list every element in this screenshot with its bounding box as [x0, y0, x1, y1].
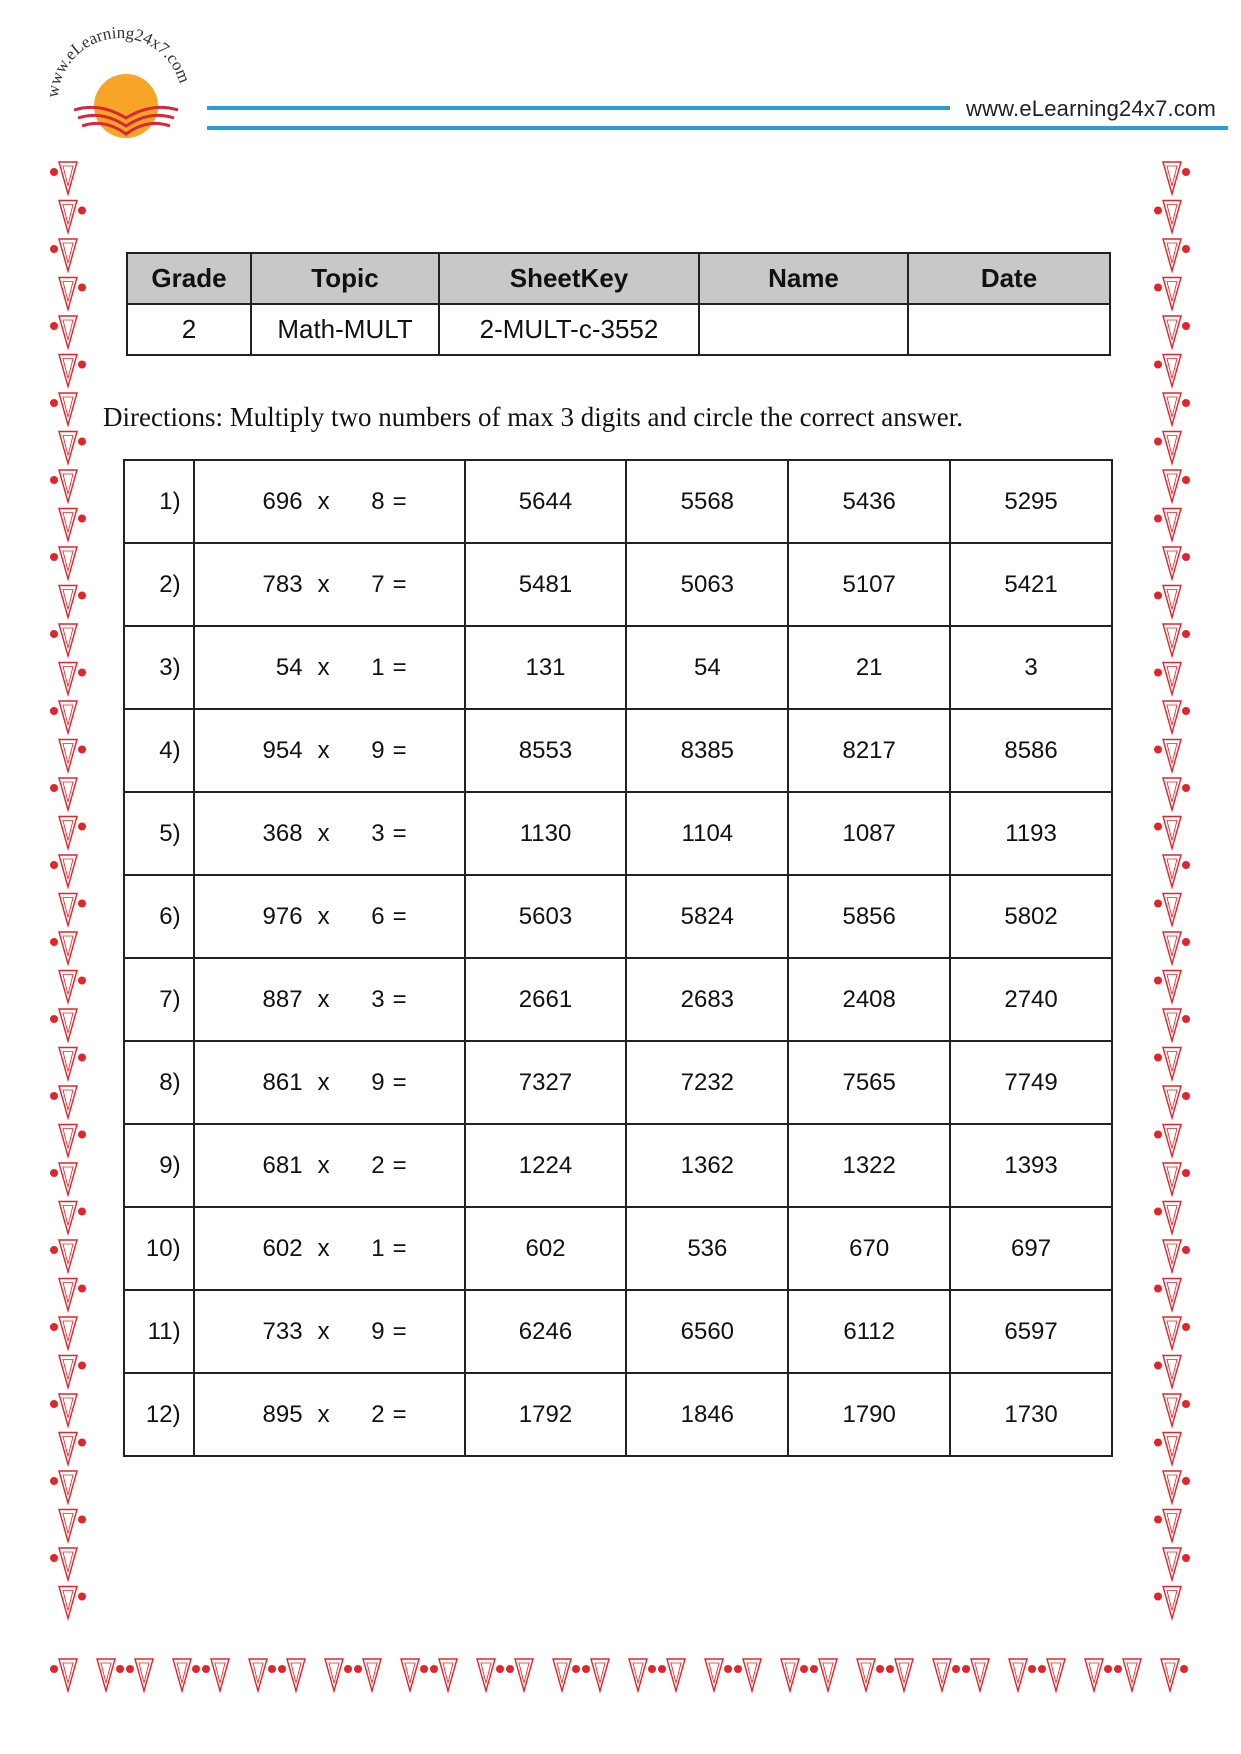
info-header-row	[127, 253, 1110, 304]
problem-number: 5)	[124, 792, 194, 875]
answer-choice[interactable]: 6560	[626, 1290, 788, 1373]
border-ornament	[173, 1659, 200, 1691]
border-ornament	[59, 1202, 86, 1234]
topic-value: Math-MULT	[251, 304, 439, 355]
border-ornament	[1163, 855, 1190, 887]
border-ornament	[1154, 1125, 1181, 1157]
multiply-sign: x	[317, 819, 330, 847]
border-ornament	[781, 1659, 808, 1691]
answer-choice[interactable]: 5063	[626, 543, 788, 626]
border-ornament	[933, 1659, 960, 1691]
operand-a: 895	[262, 1400, 303, 1428]
answer-choice[interactable]: 6246	[465, 1290, 627, 1373]
equals-sign: =	[392, 1400, 407, 1428]
border-ornament	[1154, 1279, 1181, 1311]
answer-choice[interactable]: 8586	[950, 709, 1112, 792]
border-ornament	[59, 355, 86, 387]
border-ornament	[59, 201, 86, 233]
border-ornament	[202, 1659, 229, 1691]
border-ornament	[1154, 586, 1181, 618]
answer-choice[interactable]: 6597	[950, 1290, 1112, 1373]
equals-sign: =	[392, 1151, 407, 1179]
problem-number: 9)	[124, 1124, 194, 1207]
border-ornament	[1163, 1317, 1190, 1349]
operand-a: 976	[262, 902, 303, 930]
logo-arc-text: www.eLearning24x7.com	[42, 22, 195, 99]
border-ornament	[1154, 1356, 1181, 1388]
operand-a: 696	[262, 487, 303, 515]
answer-choice[interactable]: 5603	[465, 875, 627, 958]
answer-choice[interactable]: 1193	[950, 792, 1112, 875]
problem-number: 4)	[124, 709, 194, 792]
multiply-sign: x	[317, 487, 330, 515]
border-ornament	[50, 1394, 77, 1426]
answer-choice[interactable]: 7232	[626, 1041, 788, 1124]
border-ornament	[50, 547, 77, 579]
border-ornament	[59, 817, 86, 849]
border-ornament	[1154, 1587, 1181, 1619]
problem-expression	[194, 709, 465, 792]
border-ornament	[50, 316, 77, 348]
equals-sign: =	[392, 1317, 407, 1345]
answer-choice[interactable]: 1130	[465, 792, 627, 875]
border-ornament	[59, 432, 86, 464]
equals-sign: =	[392, 1234, 407, 1262]
equals-sign: =	[392, 736, 407, 764]
answer-choice[interactable]: 1792	[465, 1373, 627, 1456]
border-ornament	[1163, 932, 1190, 964]
problem-expression	[194, 1124, 465, 1207]
border-ornament	[1163, 624, 1190, 656]
operand-b: 6	[371, 902, 385, 930]
border-ornament	[1154, 278, 1181, 310]
name-field[interactable]	[699, 304, 908, 355]
multiply-sign: x	[317, 985, 330, 1013]
answer-choice[interactable]: 1322	[788, 1124, 950, 1207]
problem-number: 12)	[124, 1373, 194, 1456]
operand-b: 2	[371, 1400, 385, 1428]
border-ornament	[1154, 663, 1181, 695]
answer-choice[interactable]: 602	[465, 1207, 627, 1290]
border-ornament	[477, 1659, 504, 1691]
operand-b: 2	[371, 1151, 385, 1179]
operand-a: 733	[262, 1317, 303, 1345]
answer-choice[interactable]: 2683	[626, 958, 788, 1041]
border-ornament	[126, 1659, 153, 1691]
answer-choice[interactable]: 670	[788, 1207, 950, 1290]
border-ornament	[857, 1659, 884, 1691]
problem-row	[124, 958, 1112, 1041]
answer-choice[interactable]: 5824	[626, 875, 788, 958]
border-ornament	[50, 855, 77, 887]
border-ornament	[50, 1163, 77, 1195]
answer-choice[interactable]: 536	[626, 1207, 788, 1290]
border-ornament	[50, 1240, 77, 1272]
answer-choice[interactable]: 1362	[626, 1124, 788, 1207]
border-ornament	[59, 1587, 86, 1619]
operand-b: 8	[371, 487, 385, 515]
problem-expression	[194, 1207, 465, 1290]
problem-expression	[194, 1373, 465, 1456]
multiply-sign: x	[317, 1400, 330, 1428]
multiply-sign: x	[317, 1151, 330, 1179]
border-ornament	[1163, 239, 1190, 271]
multiply-sign: x	[317, 1317, 330, 1345]
border-ornament	[1163, 701, 1190, 733]
border-ornament	[1161, 1659, 1188, 1691]
answer-choice[interactable]: 1087	[788, 792, 950, 875]
border-ornament	[325, 1659, 352, 1691]
border-ornament	[1154, 432, 1181, 464]
grade-header: Grade	[127, 253, 251, 304]
border-ornament	[1163, 778, 1190, 810]
border-ornament	[59, 663, 86, 695]
border-ornament	[1163, 1471, 1190, 1503]
border-ornament	[59, 740, 86, 772]
border-ornament	[886, 1659, 913, 1691]
border-ornament	[734, 1659, 761, 1691]
answer-choice[interactable]: 7565	[788, 1041, 950, 1124]
border-ornament	[50, 701, 77, 733]
equals-sign: =	[392, 570, 407, 598]
border-ornament	[1154, 509, 1181, 541]
problem-row	[124, 543, 1112, 626]
answer-choice[interactable]: 5568	[626, 460, 788, 543]
border-ornament	[1163, 1009, 1190, 1041]
answer-choice[interactable]: 5436	[788, 460, 950, 543]
problem-expression	[194, 460, 465, 543]
answer-choice[interactable]: 5856	[788, 875, 950, 958]
problems-table	[123, 459, 1113, 1457]
border-ornament	[506, 1659, 533, 1691]
border-ornament	[59, 1356, 86, 1388]
border-ornament	[658, 1659, 685, 1691]
border-ornament	[401, 1659, 428, 1691]
problem-row	[124, 792, 1112, 875]
problem-expression	[194, 1041, 465, 1124]
problem-row	[124, 709, 1112, 792]
answer-choice[interactable]: 1393	[950, 1124, 1112, 1207]
operand-b: 3	[371, 985, 385, 1013]
problem-expression	[194, 543, 465, 626]
equals-sign: =	[392, 1068, 407, 1096]
border-ornament	[1154, 1202, 1181, 1234]
border-ornament	[1163, 1548, 1190, 1580]
problem-number: 11)	[124, 1290, 194, 1373]
answer-choice[interactable]: 2661	[465, 958, 627, 1041]
problem-row	[124, 460, 1112, 543]
operand-b: 1	[371, 1234, 385, 1262]
border-ornament	[278, 1659, 305, 1691]
border-ornament	[59, 1279, 86, 1311]
problem-row	[124, 875, 1112, 958]
border-ornament	[59, 509, 86, 541]
operand-a: 887	[262, 985, 303, 1013]
border-ornament	[1163, 1163, 1190, 1195]
border-ornament	[50, 1548, 77, 1580]
answer-choice[interactable]: 5644	[465, 460, 627, 543]
border-ornament	[1038, 1659, 1065, 1691]
date-field[interactable]	[908, 304, 1110, 355]
border-ornament	[1154, 740, 1181, 772]
problem-row	[124, 626, 1112, 709]
operand-b: 3	[371, 819, 385, 847]
multiply-sign: x	[317, 1068, 330, 1096]
border-ornament	[582, 1659, 609, 1691]
problem-row	[124, 1207, 1112, 1290]
answer-choice[interactable]: 1790	[788, 1373, 950, 1456]
border-ornament	[50, 624, 77, 656]
border-ornament	[1163, 1394, 1190, 1426]
multiply-sign: x	[317, 653, 330, 681]
site-url: www.eLearning24x7.com	[966, 96, 1217, 121]
multiply-sign: x	[317, 902, 330, 930]
operand-a: 602	[262, 1234, 303, 1262]
border-ornament	[50, 1086, 77, 1118]
answer-choice[interactable]: 5421	[950, 543, 1112, 626]
border-ornament	[59, 1433, 86, 1465]
multiply-sign: x	[317, 570, 330, 598]
problem-number: 2)	[124, 543, 194, 626]
operand-b: 1	[371, 653, 385, 681]
answer-choice[interactable]: 1104	[626, 792, 788, 875]
border-ornament	[59, 1048, 86, 1080]
problem-number: 1)	[124, 460, 194, 543]
border-ornament	[59, 278, 86, 310]
border-ornament	[50, 1471, 77, 1503]
border-ornament	[59, 1125, 86, 1157]
border-ornament	[1163, 316, 1190, 348]
problem-row	[124, 1124, 1112, 1207]
info-table	[126, 252, 1111, 356]
sheetkey-value: 2-MULT-c-3552	[439, 304, 699, 355]
problem-number: 7)	[124, 958, 194, 1041]
border-ornament	[1163, 1086, 1190, 1118]
border-ornament	[1163, 393, 1190, 425]
border-ornament	[50, 393, 77, 425]
border-ornament	[705, 1659, 732, 1691]
border-ornament	[50, 1009, 77, 1041]
border-ornament	[50, 470, 77, 502]
problem-row	[124, 1041, 1112, 1124]
answer-choice[interactable]: 54	[626, 626, 788, 709]
border-ornament	[50, 1317, 77, 1349]
border-ornament	[553, 1659, 580, 1691]
border-ornament	[59, 894, 86, 926]
answer-choice[interactable]: 2408	[788, 958, 950, 1041]
border-ornament	[1154, 894, 1181, 926]
border-ornament	[354, 1659, 381, 1691]
operand-a: 954	[262, 736, 303, 764]
border-ornament	[249, 1659, 276, 1691]
answer-choice[interactable]: 21	[788, 626, 950, 709]
operand-b: 9	[371, 1317, 385, 1345]
grade-value: 2	[127, 304, 251, 355]
answer-choice[interactable]: 5295	[950, 460, 1112, 543]
border-ornament	[50, 239, 77, 271]
border-ornament	[1114, 1659, 1141, 1691]
answer-choice[interactable]: 5481	[465, 543, 627, 626]
border-ornament	[97, 1659, 124, 1691]
border-ornament	[1154, 355, 1181, 387]
answer-choice[interactable]: 1224	[465, 1124, 627, 1207]
border-ornament	[1163, 470, 1190, 502]
border-ornament	[50, 162, 77, 194]
problem-row	[124, 1373, 1112, 1456]
border-ornament	[1154, 1048, 1181, 1080]
operand-a: 54	[275, 653, 303, 681]
problem-number: 10)	[124, 1207, 194, 1290]
border-ornament	[50, 1659, 77, 1691]
problem-number: 8)	[124, 1041, 194, 1124]
multiply-sign: x	[317, 736, 330, 764]
answer-choice[interactable]: 131	[465, 626, 627, 709]
problem-expression	[194, 958, 465, 1041]
problem-expression	[194, 875, 465, 958]
multiply-sign: x	[317, 1234, 330, 1262]
answer-choice[interactable]: 7327	[465, 1041, 627, 1124]
answer-choice[interactable]: 5107	[788, 543, 950, 626]
border-ornament	[1009, 1659, 1036, 1691]
problem-expression	[194, 626, 465, 709]
problem-number: 3)	[124, 626, 194, 709]
answer-choice[interactable]: 697	[950, 1207, 1112, 1290]
name-header: Name	[699, 253, 908, 304]
border-ornament	[59, 1510, 86, 1542]
border-ornament	[1163, 547, 1190, 579]
equals-sign: =	[392, 985, 407, 1013]
operand-a: 861	[262, 1068, 303, 1096]
topic-header: Topic	[251, 253, 439, 304]
operand-a: 783	[262, 570, 303, 598]
problem-row	[124, 1290, 1112, 1373]
border-ornament	[1154, 201, 1181, 233]
answer-choice[interactable]: 8217	[788, 709, 950, 792]
border-ornament	[1154, 1510, 1181, 1542]
border-ornament	[59, 971, 86, 1003]
operand-a: 681	[262, 1151, 303, 1179]
equals-sign: =	[392, 653, 407, 681]
equals-sign: =	[392, 487, 407, 515]
border-ornament	[1163, 1240, 1190, 1272]
border-ornament	[59, 586, 86, 618]
answer-choice[interactable]: 1846	[626, 1373, 788, 1456]
border-ornament	[629, 1659, 656, 1691]
border-ornament	[810, 1659, 837, 1691]
border-ornament	[1154, 817, 1181, 849]
answer-choice[interactable]: 6112	[788, 1290, 950, 1373]
date-header: Date	[908, 253, 1110, 304]
answer-choice[interactable]: 3	[950, 626, 1112, 709]
border-ornament	[1163, 162, 1190, 194]
border-ornament	[50, 932, 77, 964]
sheetkey-header: SheetKey	[439, 253, 699, 304]
operand-a: 368	[262, 819, 303, 847]
answer-choice[interactable]: 5802	[950, 875, 1112, 958]
problem-number: 6)	[124, 875, 194, 958]
operand-b: 9	[371, 1068, 385, 1096]
info-value-row	[127, 304, 1110, 355]
border-ornament	[1154, 1433, 1181, 1465]
operand-b: 9	[371, 736, 385, 764]
answer-choice[interactable]: 8385	[626, 709, 788, 792]
equals-sign: =	[392, 902, 407, 930]
problem-expression	[194, 1290, 465, 1373]
border-ornament	[1085, 1659, 1112, 1691]
equals-sign: =	[392, 819, 407, 847]
operand-b: 7	[371, 570, 385, 598]
border-ornament	[50, 778, 77, 810]
answer-choice[interactable]: 2740	[950, 958, 1112, 1041]
answer-choice[interactable]: 7749	[950, 1041, 1112, 1124]
border-ornament	[962, 1659, 989, 1691]
answer-choice[interactable]: 8553	[465, 709, 627, 792]
problem-expression	[194, 792, 465, 875]
border-ornament	[1154, 971, 1181, 1003]
answer-choice[interactable]: 1730	[950, 1373, 1112, 1456]
directions-text: Directions: Multiply two numbers of max 3 digits and circle the correct answer.	[103, 402, 964, 432]
border-ornament	[430, 1659, 457, 1691]
